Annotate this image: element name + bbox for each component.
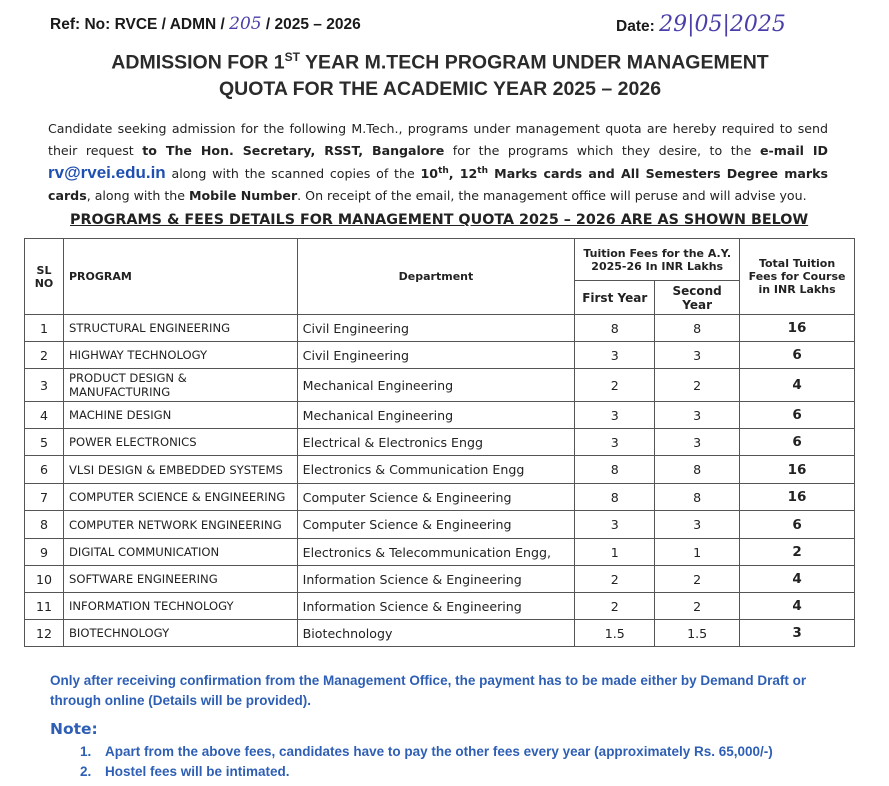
- fees-table: [24, 238, 855, 647]
- sl-cell: 7: [25, 484, 64, 511]
- department-cell: Electronics & Communication Engg: [297, 456, 575, 484]
- second-year-fee-cell: 1.5: [655, 620, 740, 647]
- table-row: [25, 429, 855, 456]
- intro-text-2: for the programs which they desire, to the: [444, 142, 760, 158]
- first-year-fee-cell: 1: [575, 539, 655, 566]
- first-year-fee-cell: 2: [575, 566, 655, 593]
- sl-cell: 8: [25, 511, 64, 539]
- total-fee-cell: 16: [740, 315, 855, 342]
- ref-number-handwritten: 205: [229, 14, 262, 34]
- title-line1-a: ADMISSION FOR 1: [111, 51, 285, 74]
- second-year-fee-cell: 1: [655, 539, 740, 566]
- total-fee-cell: 4: [740, 593, 855, 620]
- program-cell: BIOTECHNOLOGY: [63, 620, 297, 647]
- second-year-fee-cell: 3: [655, 402, 740, 429]
- note-item: [80, 762, 773, 782]
- note-label: Note:: [50, 720, 98, 738]
- sl-cell: 4: [25, 402, 64, 429]
- intro-text-4: , along with the: [86, 187, 189, 203]
- department-cell: Mechanical Engineering: [297, 402, 575, 429]
- program-cell: COMPUTER SCIENCE & ENGINEERING: [63, 484, 297, 511]
- second-year-fee-cell: 2: [655, 593, 740, 620]
- ref-suffix: / 2025 – 2026: [265, 16, 361, 33]
- total-fee-cell: 3: [740, 620, 855, 647]
- total-fee-cell: 6: [740, 429, 855, 456]
- sl-cell: 12: [25, 620, 64, 647]
- department-cell: Civil Engineering: [297, 315, 575, 342]
- intro-text-1: Candidate seeking admission for the following M.Tech., programs under management quota are hereby required to send their request: [48, 121, 828, 158]
- first-year-fee-cell: 2: [575, 593, 655, 620]
- intro-marks-cards: Marks cards and All Semesters Degree marks cards: [48, 166, 828, 203]
- header-second-year: Second Year: [655, 281, 740, 315]
- first-year-fee-cell: 3: [575, 342, 655, 369]
- intro-text-3: along with the scanned copies of the: [165, 166, 421, 182]
- reference-row: [50, 10, 810, 38]
- sl-cell: 3: [25, 369, 64, 402]
- second-year-fee-cell: 8: [655, 484, 740, 511]
- program-cell: COMPUTER NETWORK ENGINEERING: [63, 511, 297, 539]
- title-line1-b: YEAR M.TECH PROGRAM UNDER MANAGEMENT: [299, 51, 769, 74]
- note-item: [80, 742, 773, 762]
- intro-12: , 12: [448, 166, 478, 182]
- sl-cell: 5: [25, 429, 64, 456]
- document-title: [30, 44, 850, 102]
- first-year-fee-cell: 3: [575, 511, 655, 539]
- second-year-fee-cell: 3: [655, 342, 740, 369]
- total-fee-cell: 16: [740, 484, 855, 511]
- sl-cell: 2: [25, 342, 64, 369]
- total-fee-cell: 6: [740, 511, 855, 539]
- first-year-fee-cell: 8: [575, 484, 655, 511]
- department-cell: Biotechnology: [297, 620, 575, 647]
- table-row: [25, 511, 855, 539]
- first-year-fee-cell: 3: [575, 402, 655, 429]
- intro-sup1: th: [438, 166, 449, 176]
- program-cell: MACHINE DESIGN: [63, 402, 297, 429]
- department-cell: Electrical & Electronics Engg: [297, 429, 575, 456]
- total-fee-cell: 6: [740, 342, 855, 369]
- intro-text-5: . On receipt of the email, the management office will peruse and will advise you.: [297, 187, 807, 203]
- department-cell: Electronics & Telecommunication Engg,: [297, 539, 575, 566]
- program-cell: PRODUCT DESIGN & MANUFACTURING: [63, 369, 297, 402]
- header-total: Total Tuition Fees for Course in INR Lakhs: [740, 239, 855, 315]
- sl-cell: 11: [25, 593, 64, 620]
- note-number: 2.: [80, 764, 92, 779]
- department-cell: Computer Science & Engineering: [297, 484, 575, 511]
- second-year-fee-cell: 8: [655, 315, 740, 342]
- total-fee-cell: 2: [740, 539, 855, 566]
- header-sl-no: SL NO: [25, 239, 64, 315]
- table-row: [25, 566, 855, 593]
- ref-prefix: Ref: No: RVCE / ADMN /: [50, 16, 225, 33]
- intro-email-label: e-mail ID: [759, 142, 829, 158]
- header-tuition: Tuition Fees for the A.Y. 2025-26 In INR Lakhs: [575, 239, 740, 281]
- second-year-fee-cell: 2: [655, 566, 740, 593]
- table-row: [25, 539, 855, 566]
- department-cell: Mechanical Engineering: [297, 369, 575, 402]
- intro-paragraph: [48, 118, 828, 206]
- program-cell: INFORMATION TECHNOLOGY: [63, 593, 297, 620]
- header-first-year: First Year: [575, 281, 655, 315]
- program-cell: HIGHWAY TECHNOLOGY: [63, 342, 297, 369]
- total-fee-cell: 16: [740, 456, 855, 484]
- title-line2: QUOTA FOR THE ACADEMIC YEAR 2025 – 2026: [218, 77, 662, 100]
- table-row: [25, 342, 855, 369]
- sl-cell: 9: [25, 539, 64, 566]
- date-handwritten: 29|05|2025: [659, 12, 786, 37]
- first-year-fee-cell: 1.5: [575, 620, 655, 647]
- email-link[interactable]: rv@rvei.edu.in: [48, 163, 166, 183]
- department-cell: Information Science & Engineering: [297, 593, 575, 620]
- department-cell: Computer Science & Engineering: [297, 511, 575, 539]
- first-year-fee-cell: 2: [575, 369, 655, 402]
- department-cell: Civil Engineering: [297, 342, 575, 369]
- payment-note: Only after receiving confirmation from the Management Office, the payment has to be made either by Demand Draft or through online (Details will be provided).: [50, 673, 807, 708]
- title-sup: ST: [284, 50, 300, 64]
- intro-sup2: th: [477, 166, 488, 176]
- table-row: [25, 369, 855, 402]
- note-number: 1.: [80, 744, 92, 759]
- first-year-fee-cell: 3: [575, 429, 655, 456]
- intro-10: 10: [420, 166, 439, 182]
- header-department: Department: [297, 239, 575, 315]
- intro-mobile: Mobile Number: [189, 187, 298, 203]
- header-program: PROGRAM: [63, 239, 297, 315]
- total-fee-cell: 4: [740, 369, 855, 402]
- table-row: [25, 620, 855, 647]
- total-fee-cell: 4: [740, 566, 855, 593]
- total-fee-cell: 6: [740, 402, 855, 429]
- second-year-fee-cell: 3: [655, 429, 740, 456]
- program-cell: POWER ELECTRONICS: [63, 429, 297, 456]
- program-cell: DIGITAL COMMUNICATION: [63, 539, 297, 566]
- table-row: [25, 402, 855, 429]
- program-cell: VLSI DESIGN & EMBEDDED SYSTEMS: [63, 456, 297, 484]
- table-row: [25, 484, 855, 511]
- second-year-fee-cell: 8: [655, 456, 740, 484]
- note-text: Apart from the above fees, candidates have to pay the other fees every year (approximately Rs. 65,000/-): [105, 744, 773, 759]
- first-year-fee-cell: 8: [575, 456, 655, 484]
- notes-list: [80, 742, 773, 782]
- sl-cell: 10: [25, 566, 64, 593]
- second-year-fee-cell: 2: [655, 369, 740, 402]
- program-cell: STRUCTURAL ENGINEERING: [63, 315, 297, 342]
- table-heading: PROGRAMS & FEES DETAILS FOR MANAGEMENT QUOTA 2025 – 2026 ARE AS SHOWN BELOW: [70, 212, 809, 228]
- department-cell: Information Science & Engineering: [297, 566, 575, 593]
- date-line: [616, 12, 786, 37]
- date-label: Date:: [616, 18, 655, 35]
- note-text: Hostel fees will be intimated.: [105, 764, 290, 779]
- sl-cell: 6: [25, 456, 64, 484]
- table-row: [25, 315, 855, 342]
- reference-number: [50, 14, 361, 34]
- sl-cell: 1: [25, 315, 64, 342]
- table-row: [25, 593, 855, 620]
- second-year-fee-cell: 3: [655, 511, 740, 539]
- table-body: [25, 315, 855, 647]
- table-row: [25, 456, 855, 484]
- first-year-fee-cell: 8: [575, 315, 655, 342]
- intro-recipient: to The Hon. Secretary, RSST, Bangalore: [142, 142, 445, 158]
- program-cell: SOFTWARE ENGINEERING: [63, 566, 297, 593]
